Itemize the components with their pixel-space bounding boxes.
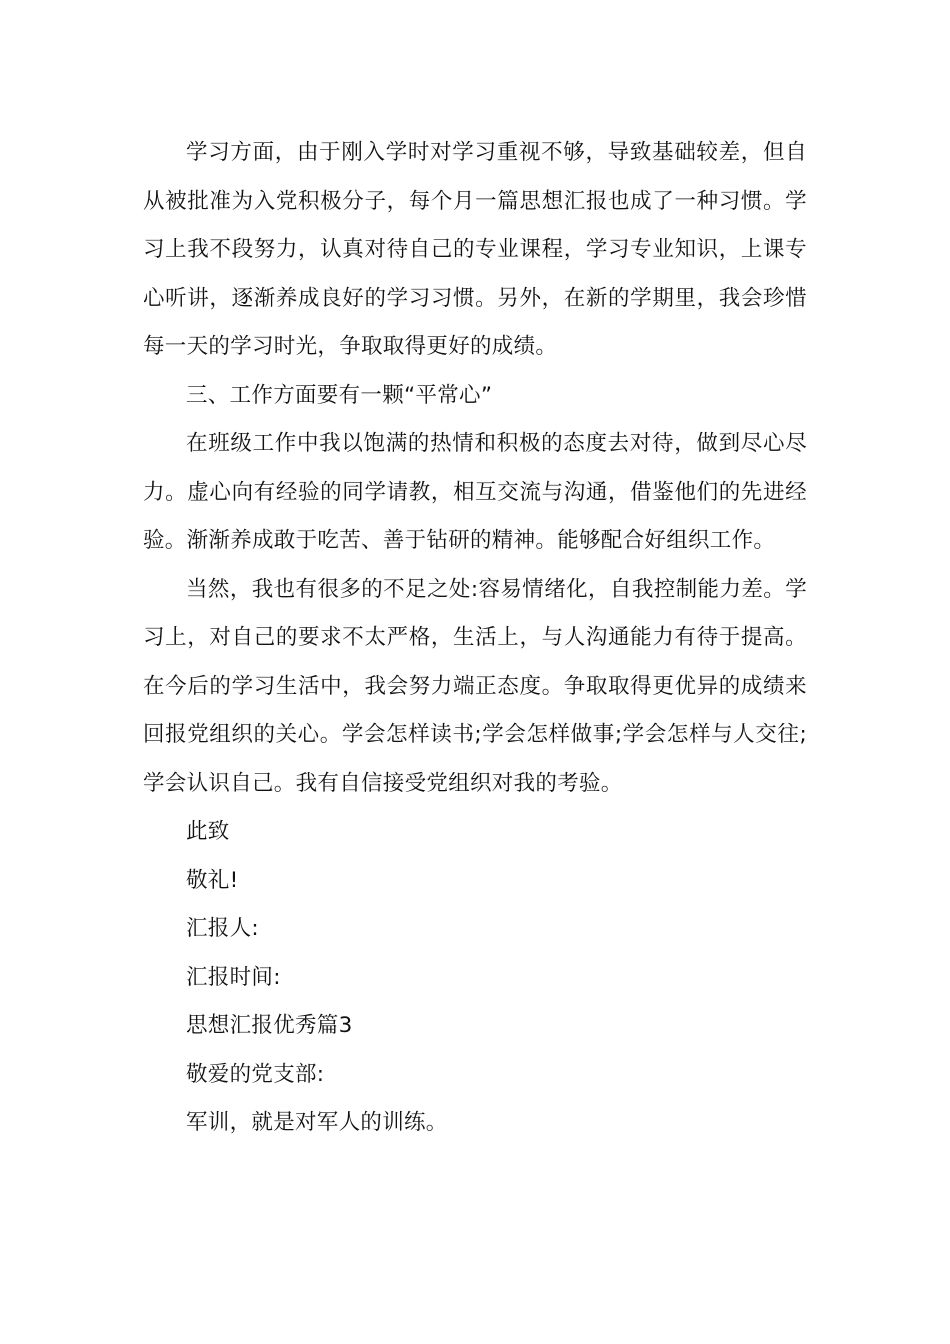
greeting: 敬爱的党支部: [186, 1061, 325, 1087]
document-body [143, 129, 807, 1148]
paragraph-study: 学习方面，由于刚入学时对学习重视不够，导致基础较差，但自从被批准为入党积极分子，每个月一篇思想汇报也成了一种习惯。学习上我不段努力，认真对待自己的专业课程，学习专业知识，上课专心听讲，逐渐养成良好的学习习惯。另外，在新的学期里，我会珍惜每一天的学习时光，争取取得更好的成绩。 [143, 140, 807, 359]
paragraph-military-training: 军训，就是对军人的训练。 [186, 1110, 448, 1135]
report-time-label: 汇报时间: [186, 964, 281, 990]
paragraph-work: 在班级工作中我以饱满的热情和积极的态度去对待，做到尽心尽力。虚心向有经验的同学请教，相互交流与沟通，借鉴他们的先进经验。渐渐养成敢于吃苦、善于钻研的精神。能够配合好组织工作。 [143, 431, 807, 553]
section-heading-work: 三、工作方面要有一颗“平常心” [186, 382, 493, 408]
article-title: 思想汇报优秀篇3 [186, 1013, 353, 1038]
closing-regards: 敬礼! [186, 867, 239, 893]
reporter-label: 汇报人: [186, 916, 259, 941]
closing-salutation: 此致 [186, 819, 230, 844]
paragraph-shortcomings: 当然，我也有很多的不足之处:容易情绪化，自我控制能力差。学习上，对自己的要求不太严格，生活上，与人沟通能力有待于提高。在今后的学习生活中，我会努力端正态度。争取取得更优异的成绩来回报党组织的关心。学会怎样读书;学会怎样做事;学会怎样与人交往;学会认识自己。我有自信接受党组织对我的考验。 [143, 576, 807, 796]
